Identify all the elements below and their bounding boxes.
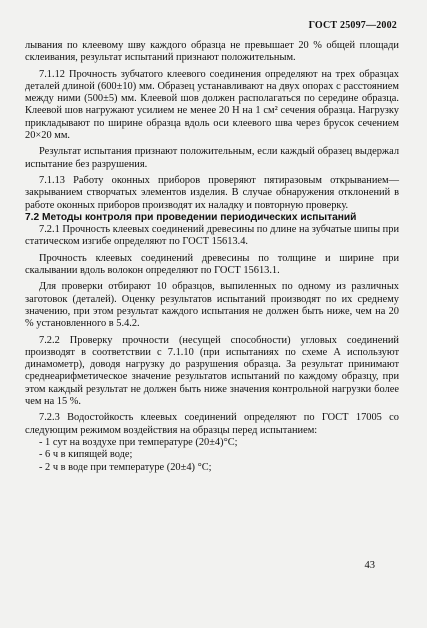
paragraph: 7.2.1 Прочность клеевых соединений древесины по длине на зубчатые шипы при статическом изгибе определяют по ГОСТ 15613.4.	[25, 224, 399, 248]
page-number: 43	[364, 560, 375, 571]
paragraph: Для проверки отбирают 10 образцов, выпиленных по одному из различных заготовок (деталей). Оценку результатов испытаний производят по их среднему значению, при этом результат каждого испытания не должен быть ниже, чем на 20 % установленного в 5.4.2.	[25, 281, 399, 330]
body-text	[25, 40, 399, 474]
list-item: - 6 ч в кипящей воде;	[39, 449, 133, 461]
list-item: - 2 ч в воде при температуре (20±4) °С;	[39, 461, 212, 473]
paragraph: 7.2.3 Водостойкость клеевых соединений определяют по ГОСТ 17005 со следующим режимом воздействия на образцы перед испытанием:	[25, 412, 399, 436]
standard-header: ГОСТ 25097—2002	[308, 20, 397, 31]
paragraph: 7.1.12 Прочность зубчатого клеевого соединения определяют на трех образцах деталей длиной (600±10) мм. Образец устанавливают на двух опорах с расстоянием между ними (500±5) мм. Клеевой шов должен располагаться по середине образца. Клеевой шов нагружают усилием не менее 20 Н на 1 см² сечения образца. Нагрузку прикладывают по ширине образца вдоль оси клеевого шва через брусок сечением 20×20 мм.	[25, 68, 399, 142]
paragraph: 7.2.2 Проверку прочности (несущей способности) угловых соединений производят в соответствии с 7.1.10 (при испытаниях по схеме А используют динамометр), доводя нагрузку до разрушения образца. За результат принимают среднеарифметическое значение результатов испытаний по каждому образцу, при этом каждый результат не должен быть ниже значения контрольной нагрузки более чем на 15 %.	[25, 334, 399, 408]
section-heading: 7.2 Методы контроля при проведении периодических испытаний	[25, 211, 357, 223]
paragraph: лывания по клеевому шву каждого образца не превышает 20 % общей площади склеивания, результат испытаний признают положительным.	[25, 40, 399, 64]
paragraph: 7.1.13 Работу оконных приборов проверяют пятиразовым открыванием—закрыванием створчатых элементов изделия. В случае обнаружения отклонений в работе оконных приборов производят их наладку и повторную проверку.	[25, 174, 399, 211]
list-item: - 1 сут на воздухе при температуре (20±4)°С;	[39, 436, 238, 448]
paragraph: Результат испытания признают положительным, если каждый образец выдержал испытание без разрушения.	[25, 146, 399, 170]
paragraph: Прочность клеевых соединений древесины по толщине и ширине при скалывании вдоль волокон определяют по ГОСТ 15613.1.	[25, 252, 399, 277]
